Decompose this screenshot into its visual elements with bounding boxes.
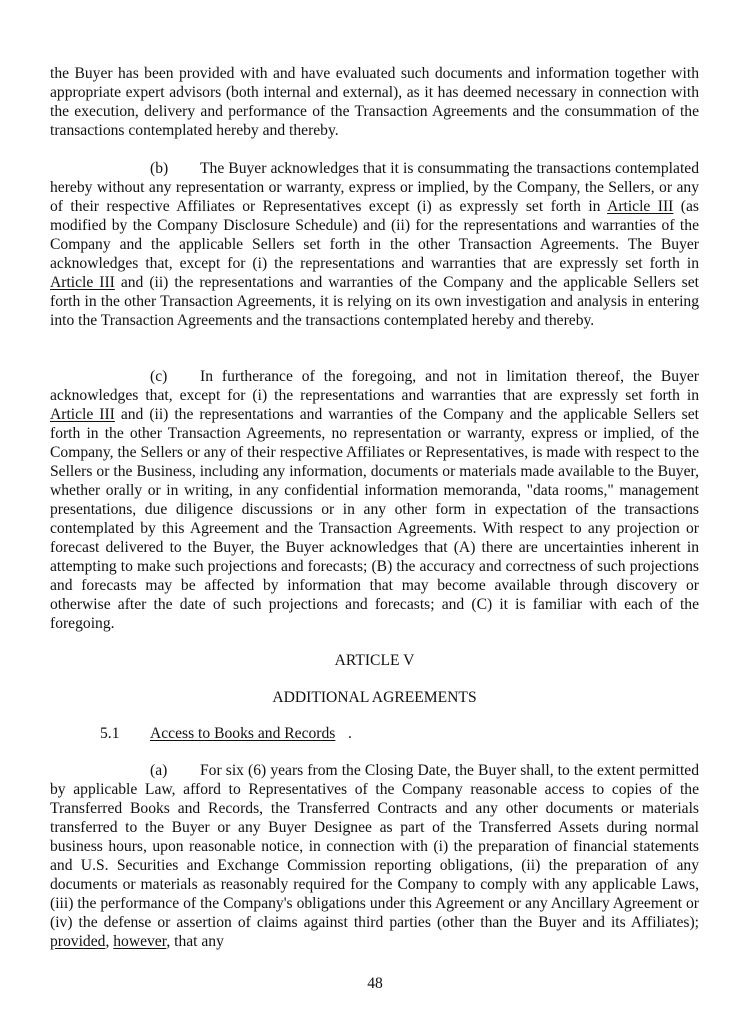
paragraph-a-text-2: , that any bbox=[166, 933, 224, 950]
section-number: 5.1 bbox=[100, 725, 120, 742]
paragraph-label-a: (a) bbox=[150, 762, 168, 779]
article-iii-reference: Article III bbox=[50, 406, 115, 423]
section-title-period: . bbox=[348, 725, 352, 742]
paragraph-b-text-1: The Buyer acknowledges that it is consummating the transactions contemplated hereby without any representation or warranty, express or implied, by the Company, the Sellers, or any of their respective Affiliates or Representatives except (i) as expressly set forth in bbox=[50, 160, 699, 215]
paragraph-c-text-2: and (ii) the representations and warranties of the Company and the applicable Sellers set forth in the other Transaction Agreements, no representation or warranty, express or implied, of the Company, the Sellers or any of their respective Affiliates or Representatives, is made with respect to the Sellers or the Business, including any information, documents or materials made available to the Buyer, whether orally or in writing, in any confidential information memoranda, "data rooms," management presentations, due diligence discussions or in any other form in expectation of the transactions contemplated by this Agreement and the Transaction Agreements. With respect to any projection or forecast delivered to the Buyer, the Buyer acknowledges that (A) there are uncertainties inherent in attempting to make such projections and forecasts; (B) the accuracy and correctness of such projections and forecasts may be affected by information that may become available through discovery or otherwise after the date of such projections and forecasts; and (C) it is familiar with each of the foregoing. bbox=[50, 406, 700, 632]
paragraph-b-text-2: (as modified by the Company Disclosure Schedule) and (ii) for the representations and warranties of the Company and the applicable Sellers set forth in the other Transaction Agreements. The Buyer acknowledges that, except for (i) the representations and warranties that are expressly set forth in bbox=[50, 198, 699, 272]
section-title: Access to Books and Records bbox=[150, 725, 336, 742]
paragraph-label-b: (b) bbox=[150, 160, 169, 177]
provided-emphasis: provided bbox=[50, 933, 106, 950]
paragraph-c bbox=[50, 367, 699, 633]
paragraph-b-text-3: and (ii) the representations and warranties of the Company and the applicable Sellers set forth in the other Transaction Agreements, it is relying on its own investigation and analysis in entering into the Transaction Agreements and the transactions contemplated hereby and thereby. bbox=[50, 274, 700, 329]
paragraph-b bbox=[50, 159, 699, 330]
page-number: 48 bbox=[367, 975, 383, 992]
paragraph-intro-text: the Buyer has been provided with and have evaluated such documents and information together with appropriate expert advisors (both internal and external), as it has deemed necessary in connection with the execution, delivery and performance of the Transaction Agreements and the consummation of the transactions contemplated hereby and thereby. bbox=[50, 65, 699, 139]
paragraph-a: (a) For six (6) years from the Closing Date, the Buyer shall, to the extent permitted by applicable Law, afford to Representatives of the Company reasonable access to copies of the Transferred Books and Records, the Transferred Contracts and any other documents or materials transferred to the Buyer or any Buyer Designee as part of the Transferred Assets during normal business hours, upon reasonable notice, in connection with (i) the preparation of financial statements and U.S. Securities and Exchange Commission reporting obligations, (ii) the preparation of any documents or materials as reasonably required for the Company to comply with any applicable Laws, (iii) the performance of the Company's obligations under this Agreement or any Ancillary Agreement or (iv) the defense or assertion of claims against third parties (other than the Buyer and its Affiliates); provided, however, that any bbox=[50, 762, 699, 950]
paragraph-a-text-1: For six (6) years from the Closing Date, the Buyer shall, to the extent permitted by applicable Law, afford to Representatives of the Company reasonable access to copies of the Transferred Books and Records, the Transferred Contracts and any other documents or materials transferred to the Buyer or any Buyer Designee as part of the Transferred Assets during normal business hours, upon reasonable notice, in connection with (i) the preparation of financial statements and U.S. Securities and Exchange Commission reporting obligations, (ii) the preparation of any documents or materials as reasonably required for the Company to comply with any applicable Laws, (iii) the performance of the Company's obligations under this Agreement or any Ancillary Agreement or (iv) the defense or assertion of claims against third parties (other than the Buyer and its Affiliates); bbox=[50, 762, 699, 931]
however-emphasis: however bbox=[113, 933, 167, 950]
paragraph-c-text-1: In furtherance of the foregoing, and not in limitation thereof, the Buyer acknowledges that, except for (i) the representations and warranties that are expressly set forth in bbox=[50, 368, 699, 404]
paragraph-label-c: (c) bbox=[150, 368, 168, 385]
article-iii-reference: Article III bbox=[607, 198, 674, 215]
article-title: ADDITIONAL AGREEMENTS bbox=[272, 689, 477, 706]
paragraph-intro bbox=[50, 64, 699, 140]
article-iii-reference: Article III bbox=[50, 274, 115, 291]
article-heading: ARTICLE V bbox=[334, 652, 415, 669]
